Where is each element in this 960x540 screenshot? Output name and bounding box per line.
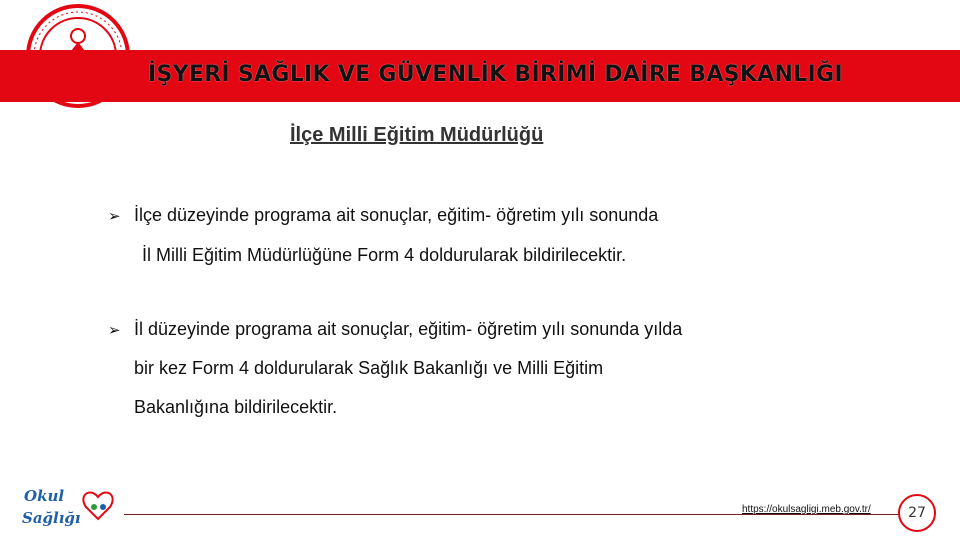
okul-logo-line2: Sağlığı xyxy=(22,509,81,527)
bullet-arrow-icon: ➢ xyxy=(108,207,121,225)
header-title: İŞYERİ SAĞLIK VE GÜVENLİK BİRİMİ DAİRE BAŞKANLIĞI xyxy=(148,62,843,87)
bullet-2-line-1: İl düzeyinde programa ait sonuçlar, eğitim- öğretim yılı sonunda yılda xyxy=(134,319,683,339)
bullet-1-line-2: İl Milli Eğitim Müdürlüğüne Form 4 doldurularak bildirilecektir. xyxy=(142,245,627,265)
slide-subtitle: İlçe Milli Eğitim Müdürlüğü xyxy=(290,124,544,146)
okul-logo-line1: Okul xyxy=(24,487,65,505)
bullet-1-line-1: İlçe düzeyinde programa ait sonuçlar, eğitim- öğretim yılı sonunda xyxy=(134,205,659,225)
okul-sagligi-logo xyxy=(20,483,120,533)
page-number-badge: 27 xyxy=(898,494,936,532)
footer-url-link[interactable]: https://okulsagligi.meb.gov.tr/ xyxy=(742,504,871,515)
bullet-2-line-3: Bakanlığına bildirilecektir. xyxy=(134,397,338,417)
bullet-2-line-2: bir kez Form 4 doldurularak Sağlık Bakanlığı ve Milli Eğitim xyxy=(134,358,604,378)
bullet-arrow-icon: ➢ xyxy=(108,321,121,339)
